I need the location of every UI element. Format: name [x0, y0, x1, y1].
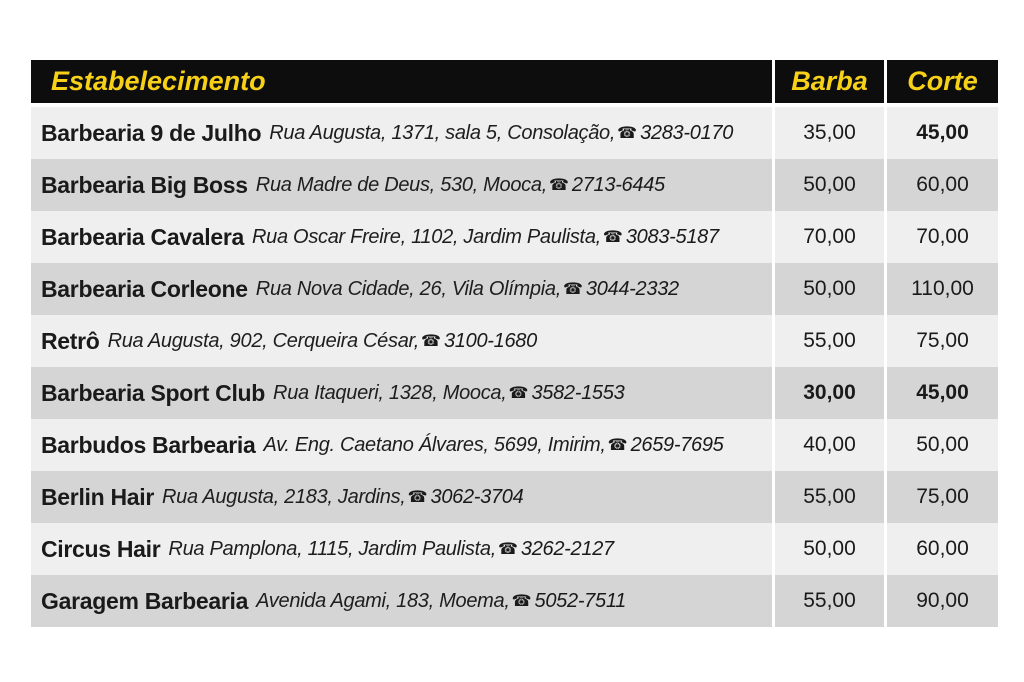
shop-phone: 5052-7511	[534, 589, 626, 612]
establishment-cell	[31, 575, 772, 627]
shop-phone: 3083-5187	[625, 225, 719, 248]
phone-icon: ☎	[421, 333, 441, 350]
table-row	[31, 523, 998, 575]
shop-name: Barbearia Cavalera	[41, 223, 245, 250]
shop-phone: 2659-7695	[630, 433, 724, 456]
shop-address: Rua Augusta, 2183, Jardins,	[162, 485, 406, 508]
shop-name: Barbudos Barbearia	[41, 431, 256, 458]
shop-phone: 2713-6445	[571, 173, 665, 196]
beard-price: 50,00	[775, 159, 884, 211]
phone-icon: ☎	[497, 541, 518, 558]
shop-address: Rua Augusta, 1371, sala 5, Consolação,	[269, 121, 616, 144]
shop-name: Circus Hair	[41, 535, 161, 562]
shop-address: Rua Pamplona, 1115, Jardim Paulista,	[168, 537, 496, 560]
beard-price: 30,00	[775, 367, 884, 419]
price-table	[31, 60, 998, 627]
shop-address: Rua Itaqueri, 1328, Mooca,	[273, 381, 507, 404]
shop-address: Rua Oscar Freire, 1102, Jardim Paulista,	[252, 225, 601, 248]
cut-price: 60,00	[887, 523, 998, 575]
cut-price: 75,00	[887, 471, 998, 523]
cut-price: 50,00	[887, 419, 998, 471]
cut-price: 60,00	[887, 159, 998, 211]
cut-price: 75,00	[887, 315, 998, 367]
shop-name: Barbearia Corleone	[41, 275, 248, 302]
table-row	[31, 419, 998, 471]
beard-price: 55,00	[775, 315, 884, 367]
shop-name: Retrô	[41, 327, 100, 354]
shop-name: Garagem Barbearia	[41, 587, 249, 614]
table-row	[31, 211, 998, 263]
beard-price: 55,00	[775, 575, 884, 627]
establishment-cell	[31, 159, 772, 211]
shop-phone: 3044-2332	[585, 277, 679, 300]
table-row	[31, 471, 998, 523]
shop-address: Avenida Agami, 183, Moema,	[256, 589, 510, 612]
header-establishment: Estabelecimento	[31, 60, 772, 103]
establishment-cell	[31, 263, 772, 315]
table-row	[31, 107, 998, 159]
phone-icon: ☎	[607, 437, 628, 454]
phone-icon: ☎	[617, 125, 638, 142]
shop-phone: 3582-1553	[531, 381, 625, 404]
shop-address: Rua Madre de Deus, 530, Mooca,	[255, 173, 547, 196]
establishment-cell	[31, 107, 772, 159]
cut-price: 70,00	[887, 211, 998, 263]
shop-phone: 3100-1680	[443, 329, 537, 352]
shop-name: Berlin Hair	[41, 483, 155, 510]
beard-price: 50,00	[775, 263, 884, 315]
establishment-cell	[31, 367, 772, 419]
establishment-cell	[31, 211, 772, 263]
table-header	[31, 60, 998, 103]
table-row	[31, 159, 998, 211]
cut-price: 110,00	[887, 263, 998, 315]
beard-price: 35,00	[775, 107, 884, 159]
shop-address: Rua Augusta, 902, Cerqueira César,	[107, 329, 420, 352]
phone-icon: ☎	[511, 593, 532, 610]
establishment-cell	[31, 315, 772, 367]
beard-price: 50,00	[775, 523, 884, 575]
shop-address: Rua Nova Cidade, 26, Vila Olímpia,	[255, 277, 561, 300]
table-row	[31, 263, 998, 315]
phone-icon: ☎	[562, 281, 583, 298]
shop-phone: 3262-2127	[520, 537, 614, 560]
shop-phone: 3062-3704	[430, 485, 524, 508]
phone-icon: ☎	[602, 229, 623, 246]
table-body	[31, 107, 998, 627]
phone-icon: ☎	[508, 385, 529, 402]
beard-price: 70,00	[775, 211, 884, 263]
table-row	[31, 315, 998, 367]
header-beard: Barba	[775, 60, 884, 103]
phone-icon: ☎	[548, 177, 569, 194]
shop-name: Barbearia 9 de Julho	[41, 119, 262, 146]
shop-name: Barbearia Sport Club	[41, 379, 266, 406]
table-row	[31, 367, 998, 419]
cut-price: 45,00	[887, 367, 998, 419]
shop-address: Av. Eng. Caetano Álvares, 5699, Imirim,	[263, 433, 606, 456]
establishment-cell	[31, 419, 772, 471]
beard-price: 55,00	[775, 471, 884, 523]
shop-phone: 3283-0170	[640, 121, 734, 144]
phone-icon: ☎	[407, 489, 428, 506]
establishment-cell	[31, 471, 772, 523]
cut-price: 45,00	[887, 107, 998, 159]
cut-price: 90,00	[887, 575, 998, 627]
establishment-cell	[31, 523, 772, 575]
beard-price: 40,00	[775, 419, 884, 471]
header-cut: Corte	[887, 60, 998, 103]
shop-name: Barbearia Big Boss	[41, 171, 248, 198]
table-row	[31, 575, 998, 627]
